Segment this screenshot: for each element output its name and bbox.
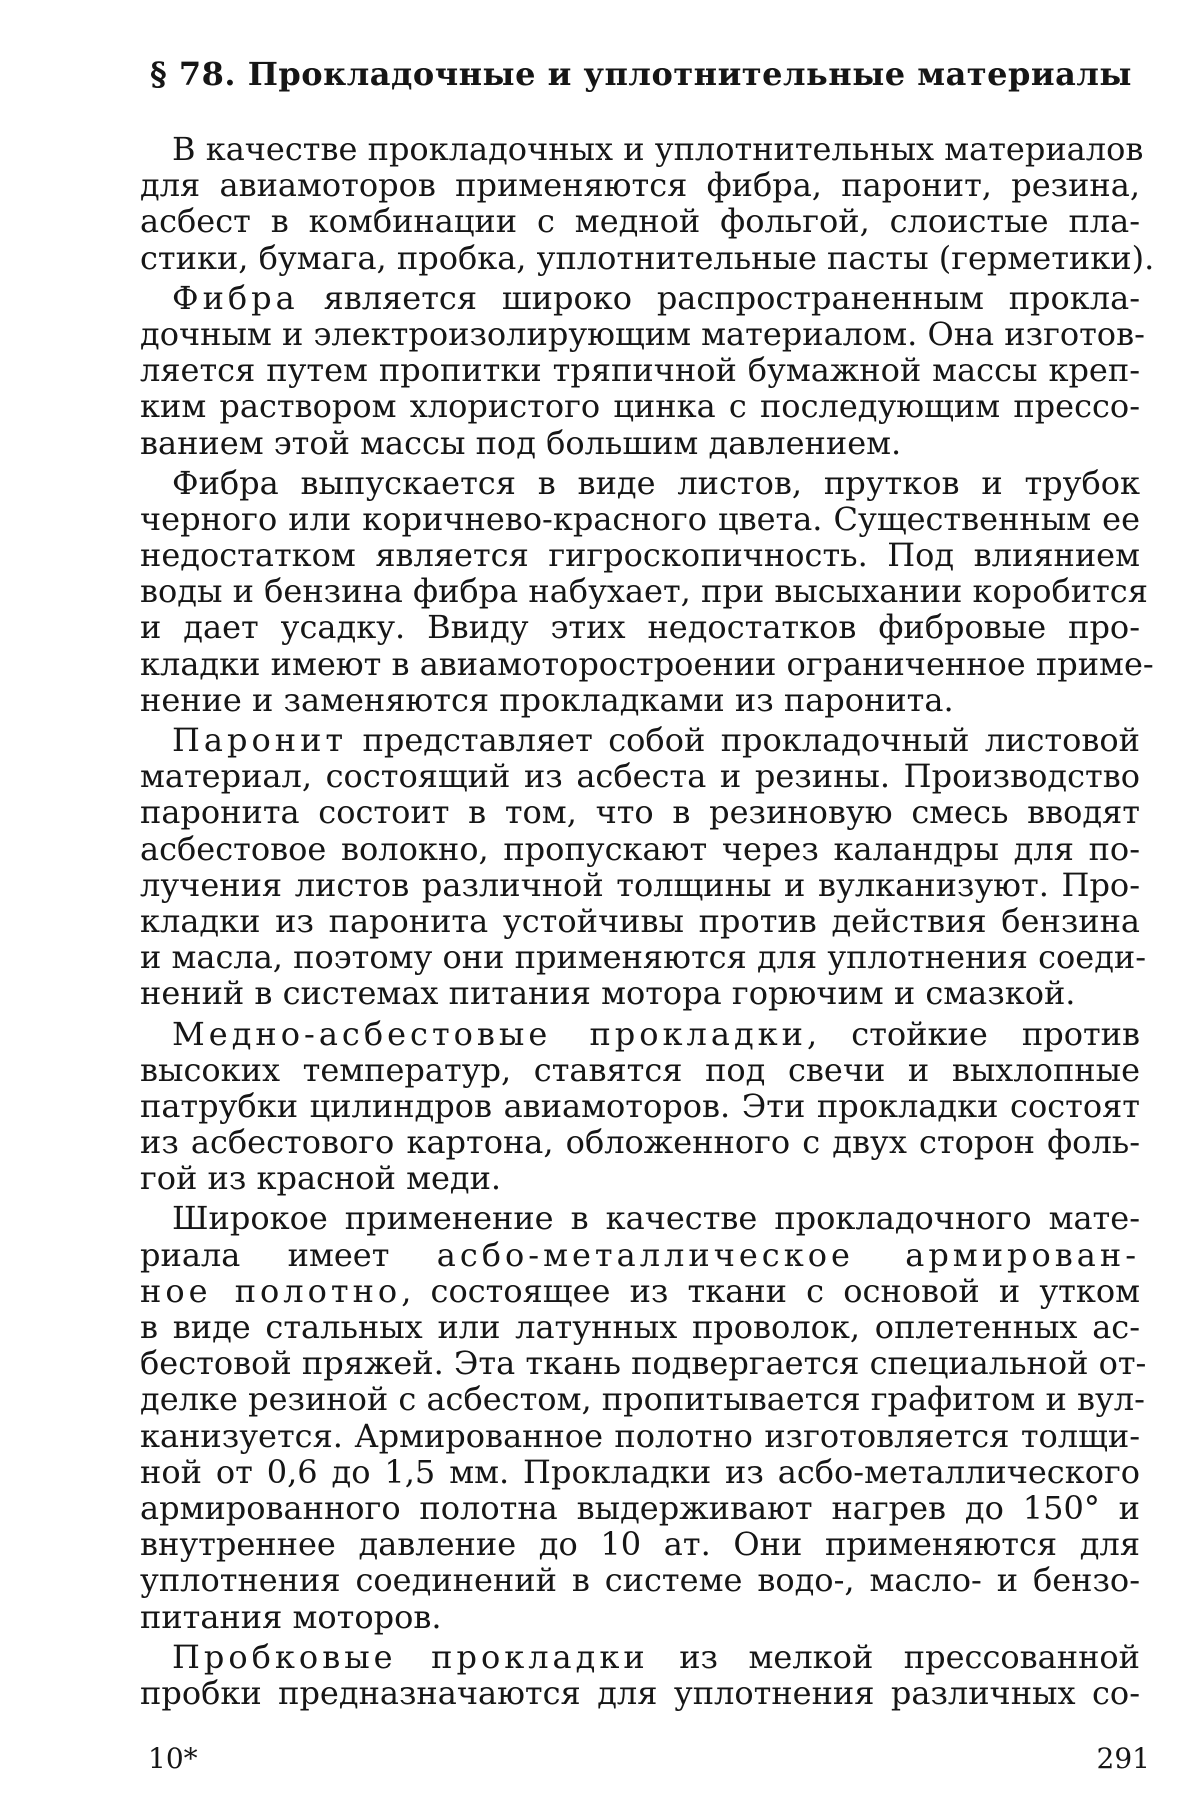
text-line: недостатком является гигроскопичность. Под влиянием xyxy=(140,536,1140,575)
text-line xyxy=(140,280,1140,316)
signature-mark: 10* xyxy=(148,1742,198,1775)
text-fragment: представляет собой прокладочный листовой xyxy=(347,721,1140,759)
text-fragment: риала имеет xyxy=(140,1235,437,1274)
spaced-term: Медно-асбестовые прокладки xyxy=(172,1014,807,1053)
text-line: ной от 0,6 до 1,5 мм. Прокладки из асбо-металлического xyxy=(140,1452,1140,1491)
text-line: и масла, поэтому они применяются для уплотнения соеди- xyxy=(140,938,1147,977)
text-line: черного или коричнево-красного цвета. Существенным ее xyxy=(140,499,1140,538)
text-line: высоких температур, ставятся под свечи и выхлопные xyxy=(140,1050,1140,1089)
text-line: ким раствором хлористого цинка с последующим прессо- xyxy=(140,387,1140,426)
text-line: лучения листов различной толщины и вулканизуют. Про- xyxy=(140,865,1140,904)
text-line: паронита состоит в том, что в резиновую смесь вводят xyxy=(140,793,1140,832)
paragraph xyxy=(140,1639,1140,1711)
text-line xyxy=(140,1639,1140,1675)
text-line: асбестовое волокно, пропускают через каландры для по- xyxy=(140,829,1140,868)
section-heading: § 78. Прокладочные и уплотнительные материалы xyxy=(150,55,1132,93)
text-line: кладки из паронита устойчивы против действия бензина xyxy=(140,901,1140,940)
paragraph xyxy=(140,1199,1147,1636)
text-line xyxy=(140,1237,1140,1273)
text-line xyxy=(140,1016,1140,1052)
text-line: из асбестового картона, обложенного с двух сторон фоль- xyxy=(140,1123,1140,1162)
spaced-term: Паронит xyxy=(172,721,348,759)
text-line xyxy=(140,1273,1140,1309)
text-line: армированного полотна выдерживают нагрев до 150° и xyxy=(140,1488,1140,1527)
text-line: в виде стальных или латунных проволок, оплетенных ас- xyxy=(140,1308,1140,1346)
spaced-term: асбо-металлическое армирован- xyxy=(436,1235,1140,1274)
text-fragment: является широко распространенным прокла- xyxy=(298,278,1140,317)
text-line: дочным и электроизолирующим материалом. Она изготов- xyxy=(140,314,1145,353)
text-line: гой из красной меди. xyxy=(140,1159,502,1198)
text-line: воды и бензина фибра набухает, при высыхании коробится xyxy=(140,572,1148,611)
text-line: асбест в комбинации с медной фольгой, слоистые пла- xyxy=(140,202,1140,241)
text-fragment: , стойкие против xyxy=(806,1014,1140,1053)
text-line: стики, бумага, пробка, уплотнительные пасты (герметики). xyxy=(140,238,1155,277)
text-fragment: , состоящее из ткани с основой и утком xyxy=(401,1271,1140,1310)
text-line: внутреннее давление до 10 ат. Они применяются для xyxy=(140,1525,1140,1564)
text-line: нений в системах питания мотора горючим и смазкой. xyxy=(140,974,1076,1013)
text-line: уплотнения соединений в системе водо-, масло- и бензо- xyxy=(140,1561,1140,1600)
body-text xyxy=(140,130,1155,1712)
text-line: Широкое применение в качестве прокладочного мате- xyxy=(172,1199,1140,1238)
text-line: В качестве прокладочных и уплотнительных материалов xyxy=(172,130,1144,168)
paragraph xyxy=(140,130,1155,277)
text-line: и дает усадку. Ввиду этих недостатков фибровые про- xyxy=(140,608,1140,647)
text-fragment: из мелкой прессованной xyxy=(648,1637,1141,1676)
text-line: питания моторов. xyxy=(140,1597,442,1636)
text-line: пробки предназначаются для уплотнения различных со- xyxy=(140,1673,1140,1712)
paragraph xyxy=(140,278,1145,462)
paragraph xyxy=(140,721,1147,1013)
text-line: Фибра выпускается в виде листов, прутков и трубок xyxy=(172,463,1140,502)
text-line: канизуется. Армированное полотно изготовляется толщи- xyxy=(140,1416,1140,1455)
text-line: кладки имеют в авиамоторостроении ограниченное приме- xyxy=(140,644,1154,683)
page-number: 291 xyxy=(1096,1742,1150,1775)
text-line: ляется путем пропитки тряпичной бумажной массы креп- xyxy=(140,351,1140,390)
text-line: ванием этой массы под большим давлением. xyxy=(140,423,902,462)
paragraph xyxy=(140,463,1154,719)
text-line: материал, состоящий из асбеста и резины. Производство xyxy=(140,757,1140,796)
text-line xyxy=(140,722,1140,758)
text-line: нение и заменяются прокладками из паронита. xyxy=(140,680,954,719)
text-line: делке резиной с асбестом, пропитывается графитом и вул- xyxy=(140,1380,1145,1419)
paragraph xyxy=(140,1016,1140,1197)
text-line: бестовой пряжей. Эта ткань подвергается специальной от- xyxy=(140,1344,1147,1383)
spaced-term: Пробковые прокладки xyxy=(172,1637,649,1676)
spaced-term: Фибра xyxy=(172,278,299,317)
text-line: патрубки цилиндров авиамоторов. Эти прокладки состоят xyxy=(140,1086,1140,1125)
spaced-term: ное полотно xyxy=(140,1271,402,1310)
text-line: для авиамоторов применяются фибра, паронит, резина, xyxy=(140,166,1140,205)
